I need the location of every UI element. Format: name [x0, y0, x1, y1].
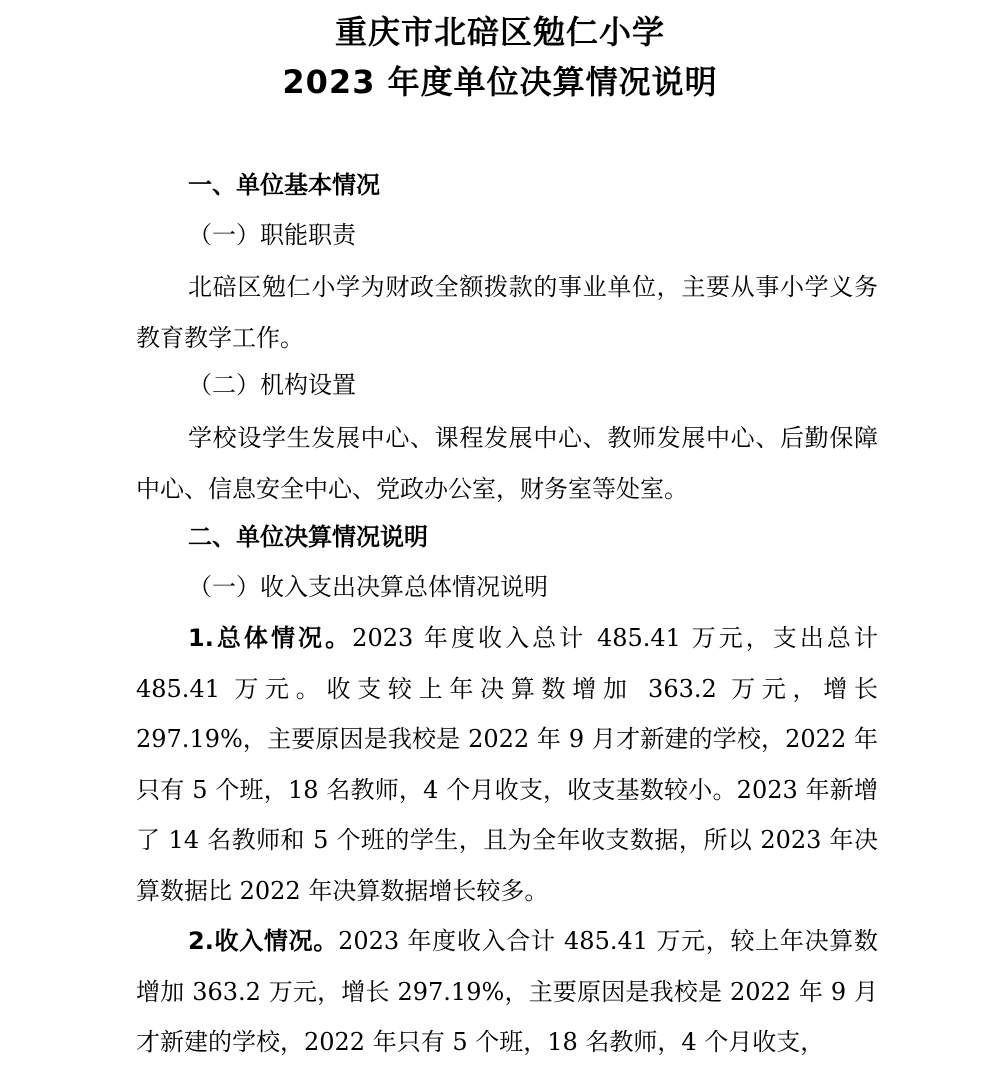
paragraph-functions: 北碚区勉仁小学为财政全额拨款的事业单位，主要从事小学义务教育教学工作。 [136, 273, 878, 352]
subheading-income-expenditure: （一）收入支出决算总体情况说明 [188, 573, 548, 601]
paragraph-organization: 学校设学生发展中心、课程发展中心、教师发展中心、后勤保障中心、信息安全中心、党政办公室，财务室等处室。 [136, 424, 878, 503]
section-heading-basic-info: 一、单位基本情况 [188, 171, 380, 199]
section-heading-final-accounts: 二、单位决算情况说明 [188, 523, 428, 551]
label-overall: 1.总体情况。 [188, 624, 353, 652]
document-title-line1: 重庆市北碚区勉仁小学 [334, 13, 665, 51]
text-income: 2023 年度收入合计 485.41 万元，较上年决算数增加 363.2 万元，增长 297.19%，主要原因是我校是 2022 年 9 月才新建的学校，2022 年只有 5 个班，18 名教师，4 个月收支， [136, 927, 878, 1056]
label-income: 2.收入情况。 [188, 927, 339, 955]
document-title-line2: 2023 年度单位决算情况说明 [282, 63, 718, 101]
subheading-functions: （一）职能职责 [188, 221, 356, 249]
text-overall: 2023 年度收入总计 485.41 万元，支出总计485.41 万元。收支较上年决算数增加 363.2 万元，增长 297.19%，主要原因是我校是 2022 年 9 月才新建的学校，2022 年只有 5 个班，18 名教师，4 个月收支，收支基数较小。2023 年新增了 14 名教师和 5 个班的学生，且为全年收支数据，所以 2023 年决算数据比 2022 年决算数据增长较多。 [136, 624, 878, 905]
subheading-organization: （二）机构设置 [188, 371, 356, 399]
paragraph-overall [136, 613, 878, 916]
paragraph-income [136, 916, 878, 1068]
